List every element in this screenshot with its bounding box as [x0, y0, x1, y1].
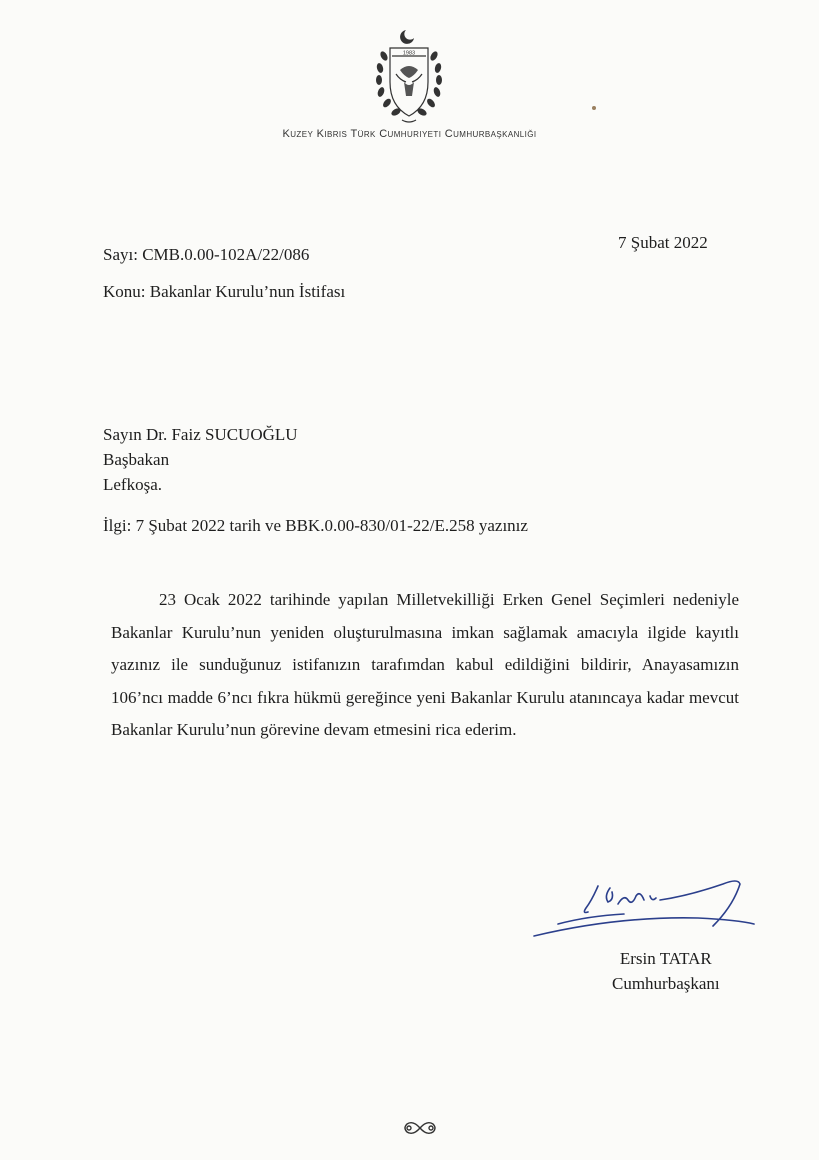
decorative-ornament-icon	[397, 1118, 443, 1138]
related-reference: İlgi: 7 Şubat 2022 tarih ve BBK.0.00-830/01-22/E.258 yazınız	[103, 516, 528, 535]
kktc-coat-of-arms-icon	[362, 26, 456, 126]
signer-title: Cumhurbaşkanı	[612, 974, 720, 993]
reference-number: Sayı: CMB.0.00-102A/22/086	[103, 245, 310, 264]
recipient-block	[103, 422, 298, 497]
recipient-position: Başbakan	[103, 450, 170, 469]
paper-speck	[592, 106, 596, 110]
emblem-year: 1983	[402, 50, 416, 57]
signer-name: Ersin TATAR	[619, 949, 712, 968]
signer-block	[612, 946, 720, 996]
recipient-salutation: Sayın Dr. Faiz SUCUOĞLU	[103, 425, 298, 444]
letter-date: 7 Şubat 2022	[618, 233, 708, 252]
letter-body: 23 Ocak 2022 tarihinde yapılan Milletvekilliği Erken Genel Seçimleri nedeniyle Bakanlar Kurulu’nun yeniden oluşturulmasına imkan sağlamak amacıyla ilgide kayıtlı yazınız ile sunduğunuz istifanızın tarafımdan kabul edildiğini bildirir, Anayasamızın 106’ncı madde 6’ncı fıkra hükmü gereğince yeni Bakanlar Kurulu atanıncaya kadar mevcut Bakanlar Kurulu’nun görevine devam etmesini rica ederim.	[111, 590, 739, 739]
recipient-city: Lefkoşa.	[103, 475, 163, 494]
institution-name: Kuzey Kıbrıs Türk Cumhuriyeti Cumhurbaşkanlığı	[282, 128, 537, 140]
letter-subject: Konu: Bakanlar Kurulu’nun İstifası	[103, 282, 346, 301]
handwritten-signature-icon	[528, 866, 758, 946]
